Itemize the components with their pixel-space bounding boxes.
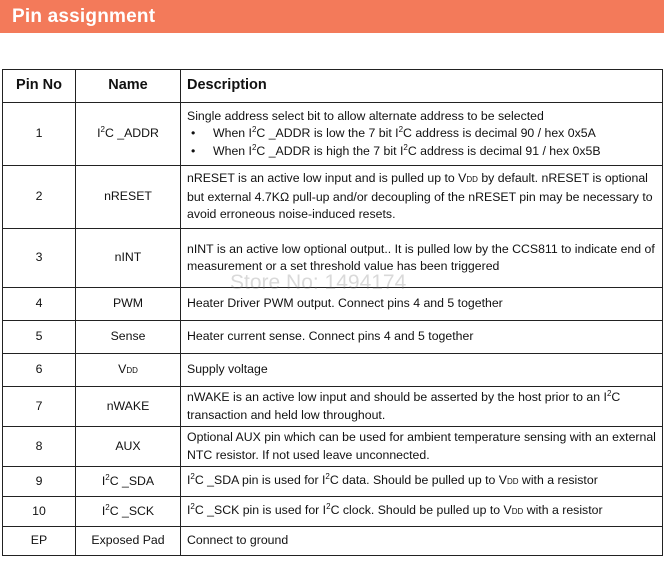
pin-name: nRESET (76, 166, 181, 229)
pin-name: PWM (76, 288, 181, 321)
pin-number: 1 (3, 103, 76, 166)
pin-description: Heater Driver PWM output. Connect pins 4 and 5 together (181, 288, 663, 321)
pin-description: $I^2C$ _SCK pin is used for $I^2C$ clock. Should be pulled up to VDD with a resistor (181, 497, 663, 527)
list-item: • When $I^2C$ _ADDR is high the 7 bit $I^2C$ address is decimal 91 / hex 0x5B (187, 143, 658, 161)
table-row (3, 497, 663, 527)
table-row (3, 387, 663, 427)
list-item: • When $I^2C$ _ADDR is low the 7 bit $I^2C$ address is decimal 90 / hex 0x5A (187, 125, 658, 143)
pin-name: nINT (76, 229, 181, 288)
table-row (3, 288, 663, 321)
table-row (3, 103, 663, 166)
pin-number: 4 (3, 288, 76, 321)
pin-name: $I^2C$ _SCK (76, 497, 181, 527)
section-title: Pin assignment (12, 6, 156, 27)
table-row (3, 527, 663, 556)
table-row (3, 467, 663, 497)
pin-name: VDD (76, 354, 181, 387)
table-header-row (3, 70, 663, 103)
pin-number: 6 (3, 354, 76, 387)
section-banner (0, 0, 664, 33)
table-row (3, 321, 663, 354)
table-row (3, 166, 663, 229)
pin-description: nRESET is an active low input and is pulled up to VDD by default. nRESET is optional but external 4.7KΩ pull-up and/or decoupling of the nRESET pin may be necessary to avoid erroneous noise-induced resets. (181, 166, 663, 229)
table-row (3, 427, 663, 467)
pin-number: 3 (3, 229, 76, 288)
pin-description: Optional AUX pin which can be used for ambient temperature sensing with an external NTC resistor. If not used leave unconnected. (181, 427, 663, 467)
pin-name: Sense (76, 321, 181, 354)
pin-description: $I^2C$ _SDA pin is used for $I^2C$ data. Should be pulled up to VDD with a resistor (181, 467, 663, 497)
pin-name: nWAKE (76, 387, 181, 427)
pin-name: Exposed Pad (76, 527, 181, 556)
pin-assignment-table (2, 69, 663, 556)
pin-number: 8 (3, 427, 76, 467)
header-description: Description (181, 70, 663, 103)
pin-description: nWAKE is an active low input and should be asserted by the host prior to an $I^2C$ transaction and held low throughout. (181, 387, 663, 427)
pin-number: 7 (3, 387, 76, 427)
pin-number: 5 (3, 321, 76, 354)
pin-description: nINT is an active low optional output.. It is pulled low by the CCS811 to indicate end of measurement or a set threshold value has been triggered (181, 229, 663, 288)
pin-number: 2 (3, 166, 76, 229)
pin-number: 9 (3, 467, 76, 497)
pin-description: Connect to ground (181, 527, 663, 556)
pin-number: 10 (3, 497, 76, 527)
pin-description: Heater current sense. Connect pins 4 and 5 together (181, 321, 663, 354)
pin-name: AUX (76, 427, 181, 467)
pin-name: $I^2C$ _SDA (76, 467, 181, 497)
store-watermark: Store No: 1494174 (230, 271, 407, 294)
pin-description: Single address select bit to allow alternate address to be selected • When $I^2C$ _ADDR is low the 7 bit $I^2C$ address is decimal 90 / hex 0x5A • When $I^2C$ _ADDR is high the 7 bit $I^2C$ address is decimal 91 / hex 0x5B (181, 103, 663, 166)
table-row (3, 229, 663, 288)
pin-number: EP (3, 527, 76, 556)
table-row (3, 354, 663, 387)
header-pin-no: Pin No (3, 70, 76, 103)
address-bullets (187, 125, 658, 160)
pin-name: $I^2C$ _ADDR (76, 103, 181, 166)
header-name: Name (76, 70, 181, 103)
pin-description: Supply voltage (181, 354, 663, 387)
